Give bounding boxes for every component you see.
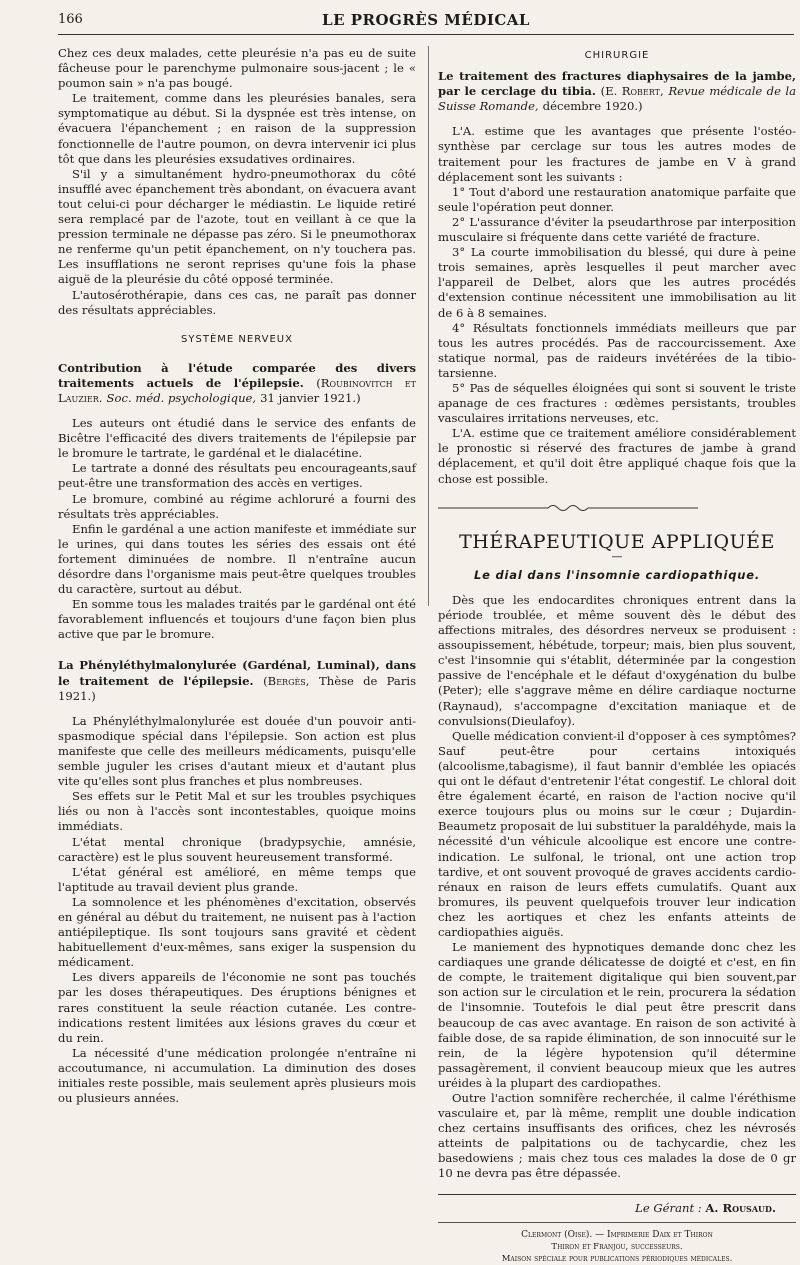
paragraph: En somme tous les malades traités par le gardénal ont été favorablement influencés et toujours d'une façon bien plus active que par le bromure. [58, 597, 416, 642]
article-title [58, 361, 416, 406]
paragraph: 2° L'assurance d'éviter la pseudarthrose par interposition musculaire si fréquente dans cette variété de fracture. [438, 214, 796, 245]
journal-title: LE PROGRÈS MÉDICAL [322, 11, 530, 29]
section-title-therapeutique: THÉRAPEUTIQUE APPLIQUÉE [459, 530, 775, 553]
paragraph: 3° La courte immobilisation du blessé, qui dure à peine trois semaines, après lesquelles il peut marcher avec l'appareil de Delbet, alors que les autres procédés d'extension continue nécessitent une immobilisation au lit de 6 à 8 semaines. [438, 245, 796, 320]
paragraph: L'autosérothérapie, dans ces cas, ne paraît pas donner des résultats appréciables. [58, 287, 416, 317]
paragraph: La Phényléthylmalonylurée est douée d'un pouvoir anti-spasmodique spécial dans l'épilepsie. Son action est plus manifeste que celle des meilleurs médicaments, puisqu'elle semble juguler les crises d'autant mieux et d'autant plus vite qu'elles sont plus franches et plus nombreuses. [58, 713, 416, 789]
paragraph: Enfin le gardénal a une action manifeste et immédiate sur le urines, qui dans toutes les séries des essais ont été fortement diminuées de nombre. Il n'entraîne aucun désordre dans l'organisme mais peut-être quelques troubles du caractère, surtout au début. [58, 521, 416, 597]
printer-line: Thiron et Franjou, successeurs. [551, 1241, 683, 1252]
printer-imprint [438, 1229, 796, 1265]
paragraph: Le tartrate a donné des résultats peu encourageants,sauf peut-être une transformation des accès en vertiges. [58, 461, 416, 491]
article-subtitle: Le dial dans l'insomnie cardiopathique. [473, 567, 761, 582]
article-authors: (Roubinovitch et Lauzier. [58, 375, 416, 405]
article-title-text: La Phényléthylmalonylurée (Gardénal, Luminal), dans le traitement de l'épilepsie. [58, 658, 416, 688]
article-title-text: Contribution à l'étude comparée des divers traitements actuels de l'épilepsie. [58, 360, 416, 390]
article-reference: Soc. méd. psychologique, [106, 390, 257, 405]
gerant-rule [438, 1194, 796, 1195]
paragraph: L'état général est amélioré, en même temps que l'aptitude au travail devient plus grande. [58, 864, 416, 894]
paragraph: Chez ces deux malades, cette pleurésie n'a pas eu de suite fâcheuse pour le parenchyme pulmonaire sous-jacent ; le « poumon sain » n'a pas bougé. [58, 46, 416, 91]
paragraph: S'il y a simultanément hydro-pneumothorax du côté insufflé avec épanchement très abondant, on évacuera avant tout celui-ci pour décharger le médiastin. Le liquide retiré sera remplacé par de l'azote, tout en veillant à ce que la pression terminale ne dépasse pas zéro. Si le pneumothorax ne renferme qu'un petit épanchement, on n'y touchera pas. Les insufflations ne seront reprises qu'une fois la phase aiguë de la pleurésie du côté opposé terminée. [58, 166, 416, 287]
paragraph: 1° Tout d'abord une restauration anatomique parfaite que seule l'opération peut donner. [438, 184, 796, 214]
printer-line: Clermont (Oise). — Imprimerie Daix et Thiron [521, 1229, 713, 1240]
paragraph: 5° Pas de séquelles éloignées qui sont si souvent le triste apanage de ces fractures : œdèmes persistants, troubles vasculaires irritations nerveuses, etc. [438, 380, 796, 426]
header-rule [58, 34, 794, 35]
article-date: décembre 1920.) [542, 99, 643, 114]
paragraph: Les auteurs ont étudié dans le service des enfants de Bicêtre l'efficacité des divers traitements de l'épilepsie par le bromure le tartrate, le gardénal et le dialacétine. [58, 416, 416, 461]
paragraph: Le traitement, comme dans les pleurésies banales, sera symptomatique au début. Si la dyspnée est très intense, on évacuera l'épanchement ; en raison de la suppression fonctionnelle de l'autre poumon, on devra intervenir ici plus tôt que dans les pleurésies exsudatives ordinaires. [58, 91, 416, 166]
left-column [58, 46, 416, 1106]
page-number: 166 [58, 12, 83, 27]
article-authors: (E. Robert, [600, 84, 664, 99]
paragraph: Le maniement des hypnotiques demande donc chez les cardiaques une grande délicatesse de doigté et c'est, en fin de compte, le traitement digitalique qui bien souvent,par son action sur le circulation et le rein, procurera la sédation de l'insomnie. Toutefois le dial peut être prescrit dans beaucoup de cas avec avantage. En raison de son activité à faible dose, de sa rapide élimination, de son innocuité sur le rein, de la légère hypotension qu'il détermine passagèrement, il convient beaucoup mieux que les autres uréides à la plupart des cardiopathes. [438, 940, 796, 1090]
article-authors: (Bergès, [263, 673, 310, 688]
article-title [438, 69, 796, 114]
paragraph: L'état mental chronique (bradypsychie, amnésie, caractère) est le plus souvent heureusement transformé. [58, 834, 416, 864]
page-header [58, 10, 794, 32]
column-divider [428, 46, 429, 606]
gerant-name: A. Rousaud. [705, 1200, 776, 1215]
section-label-systeme-nerveux: SYSTÈME NERVEUX [181, 333, 293, 345]
printer-line: Maison spéciale pour publications périodiques médicales. [501, 1253, 733, 1264]
paragraph: L'A. estime que ce traitement améliore considérablement le pronostic si réservé des fractures de jambe à grand déplacement, et qu'il doit être appliqué chaque fois que la chose est possible. [438, 426, 796, 486]
article-date: 31 janvier 1921.) [260, 390, 361, 405]
paragraph: La nécessité d'une médication prolongée n'entraîne ni accoutumance, ni accumulation. La diminution des doses initiales reste possible, mais seulement après plusieurs mois ou plusieurs années. [58, 1045, 416, 1106]
paragraph: Les divers appareils de l'économie ne sont pas touchés par les doses thérapeutiques. Des éruptions bénignes et rares constituent la seule réaction cutanée. Les contre-indications restent limitées aux lésions graves du cœur et du rein. [58, 970, 416, 1045]
paragraph: Ses effets sur le Petit Mal et sur les troubles psychiques liés ou non à l'accès sont incontestables, quoique moins immédiats. [58, 789, 416, 834]
ornament-divider [438, 503, 698, 513]
article-reference: Thèse de Paris 1921.) [58, 673, 417, 703]
paragraph: Outre l'action somnifère recherchée, il calme l'éréthisme vasculaire et, par là même, remplit une double indication chez certains insuffisants des orifices, chez les névrosés atteints de palpitations ou de tachycardie, chez les basedowiens ; mais chez tous ces malades la dose de 0 gr 10 ne devra pas être dépassée. [438, 1091, 796, 1181]
article-reference: Revue médicale de la Suisse Romande, [438, 84, 796, 114]
paragraph: Le bromure, combiné au régime achloruré a fourni des résultats très appréciables. [58, 491, 416, 521]
gerant-label: Le Gérant : [635, 1200, 702, 1215]
gerant-line [438, 1201, 776, 1216]
paragraph: Dès que les endocardites chroniques entrent dans la période troublée, et même souvent dès le début des affections mitrales, des désordres nerveux se produisent : assoupissement, hébétude, torpeur; mais, bien plus souvent, c'est l'insomnie qui s'établit, déterminée par la congestion passive de l'encéphale et le défaut d'oxygénation du bulbe (Peter); elle s'aggrave même en délire cardiaque nocturne (Raynaud), s'accompagne d'excitation maniaque et de convulsions(Dieulafoy). [438, 592, 796, 728]
paragraph: L'A. estime que les avantages que présente l'ostéo-synthèse par cerclage sur tous les autres modes de traitement pour les fractures de jambe en V à grand déplacement sont les suivants : [438, 124, 796, 184]
article-title [58, 658, 416, 703]
article-title-text: Le traitement des fractures diaphysaires de la jambe, par le cerclage du tibia. [438, 69, 796, 99]
title-dash: — [611, 549, 623, 563]
paragraph: La somnolence et les phénomènes d'excitation, observés en général au début du traitement, ne nuisent pas à l'action antiépileptique. Ils sont toujours sans gravité et cèdent habituellement d'eux-mêmes, sans exiger la suspension du médicament. [58, 894, 416, 970]
printer-rule [438, 1222, 796, 1223]
section-label-chirurgie: CHIRURGIE [584, 50, 650, 61]
paragraph: 4° Résultats fonctionnels immédiats meilleurs que par tous les autres procédés. Pas de raccourcissement. Axe statique normal, pas de raideurs invétérées de la tibio-tarsienne. [438, 320, 796, 380]
paragraph: Quelle médication convient-il d'opposer à ces symptômes? Sauf peut-être pour certains intoxiqués (alcoolisme,tabagisme), il faut bannir d'emblée les opiacés qui ont le défaut d'entretenir l'état congestif. Le chloral doit être également écarté, en raison de l'action nocive qu'il exerce toujours plus ou moins sur le cœur ; Dujardin-Beaumetz proposait de lui substituer la paraldéhyde, mais la nécessité d'un véhicule alcoolique est encore une contre-indication. Le sulfonal, le trional, ont une action trop tardive, et ont souvent provoqué de graves accidents cardio-rénaux en raison de leurs effets cumulatifs. Quant aux bromures, ils peuvent quelquefois trouver leur indication chez les aortiques et chez les enfants atteints de cardiopathies aiguës. [438, 728, 796, 939]
right-column [438, 46, 796, 1265]
